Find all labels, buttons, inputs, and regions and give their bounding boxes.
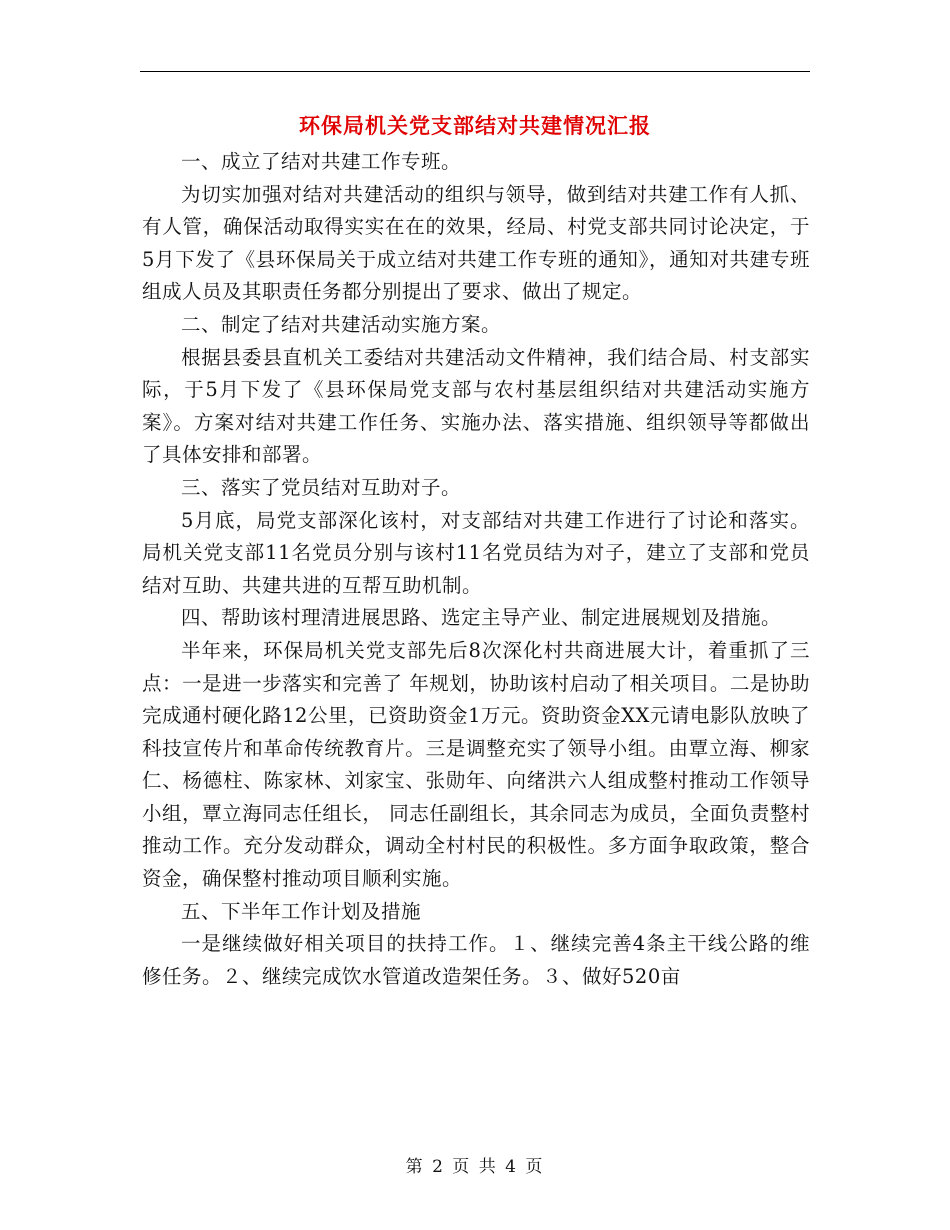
header-rule (140, 71, 810, 72)
heading-5: 五、下半年工作计划及措施 (181, 899, 422, 923)
heading-1: 一、成立了结对共建工作专班。 (181, 150, 462, 173)
heading-2: 二、制定了结对共建活动实施方案。 (181, 312, 502, 336)
document-title: 环保局机关党支部结对共建情况汇报 (299, 113, 651, 138)
paragraph-1: 为切实加强对结对共建活动的组织与领导，做到结对共建工作有人抓、有人管，确保活动取得实实在在的效果，经局、村党支部共同讨论决定，于5月下发了《县环保局关于成立结对共建工作专班的通知》，通知对共建专班组成人员及其职责任务都分别提出了要求、做出了规定。 (142, 182, 810, 304)
document-body (142, 146, 810, 993)
paragraph-4: 半年来，环保局机关党支部先后8次深化村共商进展大计，着重抓了三点：一是进一步落实和完善了 年规划，协助该村启动了相关项目。二是协助完成通村硬化路12公里，已资助资金1万元。资助资金XX元请电影队放映了科技宣传片和革命传统教育片。三是调整充实了领导小组。由覃立海、柳家仁、杨德柱、陈家林、刘家宝、张勋年、向绪洪六人组成整村推动工作领导小组，覃立海同志任组长， 同志任副组长，其余同志为成员，全面负责整村推动工作。充分发动群众，调动全村村民的积极性。多方面争取政策，整合资金，确保整村推动项目顺利实施。 (142, 638, 810, 891)
paragraph-5: 一是继续做好相关项目的扶持工作。１、继续完善4条主干线公路的维修任务。２、继续完成饮水管道改造架任务。３、做好520亩 (142, 932, 810, 988)
page-number: 第 2 页 共 4 页 (405, 1157, 545, 1177)
paragraph-2: 根据县委县直机关工委结对共建活动文件精神，我们结合局、村支部实际，于5月下发了《县环保局党支部与农村基层组织结对共建活动实施方案》。方案对结对共建工作任务、实施办法、落实措施、组织领导等都做出了具体安排和部署。 (142, 345, 810, 467)
paragraph-3: 5月底，局党支部深化该村，对支部结对共建工作进行了讨论和落实。局机关党支部11名党员分别与该村11名党员结为对子，建立了支部和党员结对互助、共建共进的互帮互助机制。 (142, 508, 810, 597)
heading-4: 四、帮助该村理清进展思路、选定主导产业、制定进展规划及措施。 (181, 606, 782, 630)
heading-3: 三、落实了党员结对互助对子。 (181, 475, 462, 499)
